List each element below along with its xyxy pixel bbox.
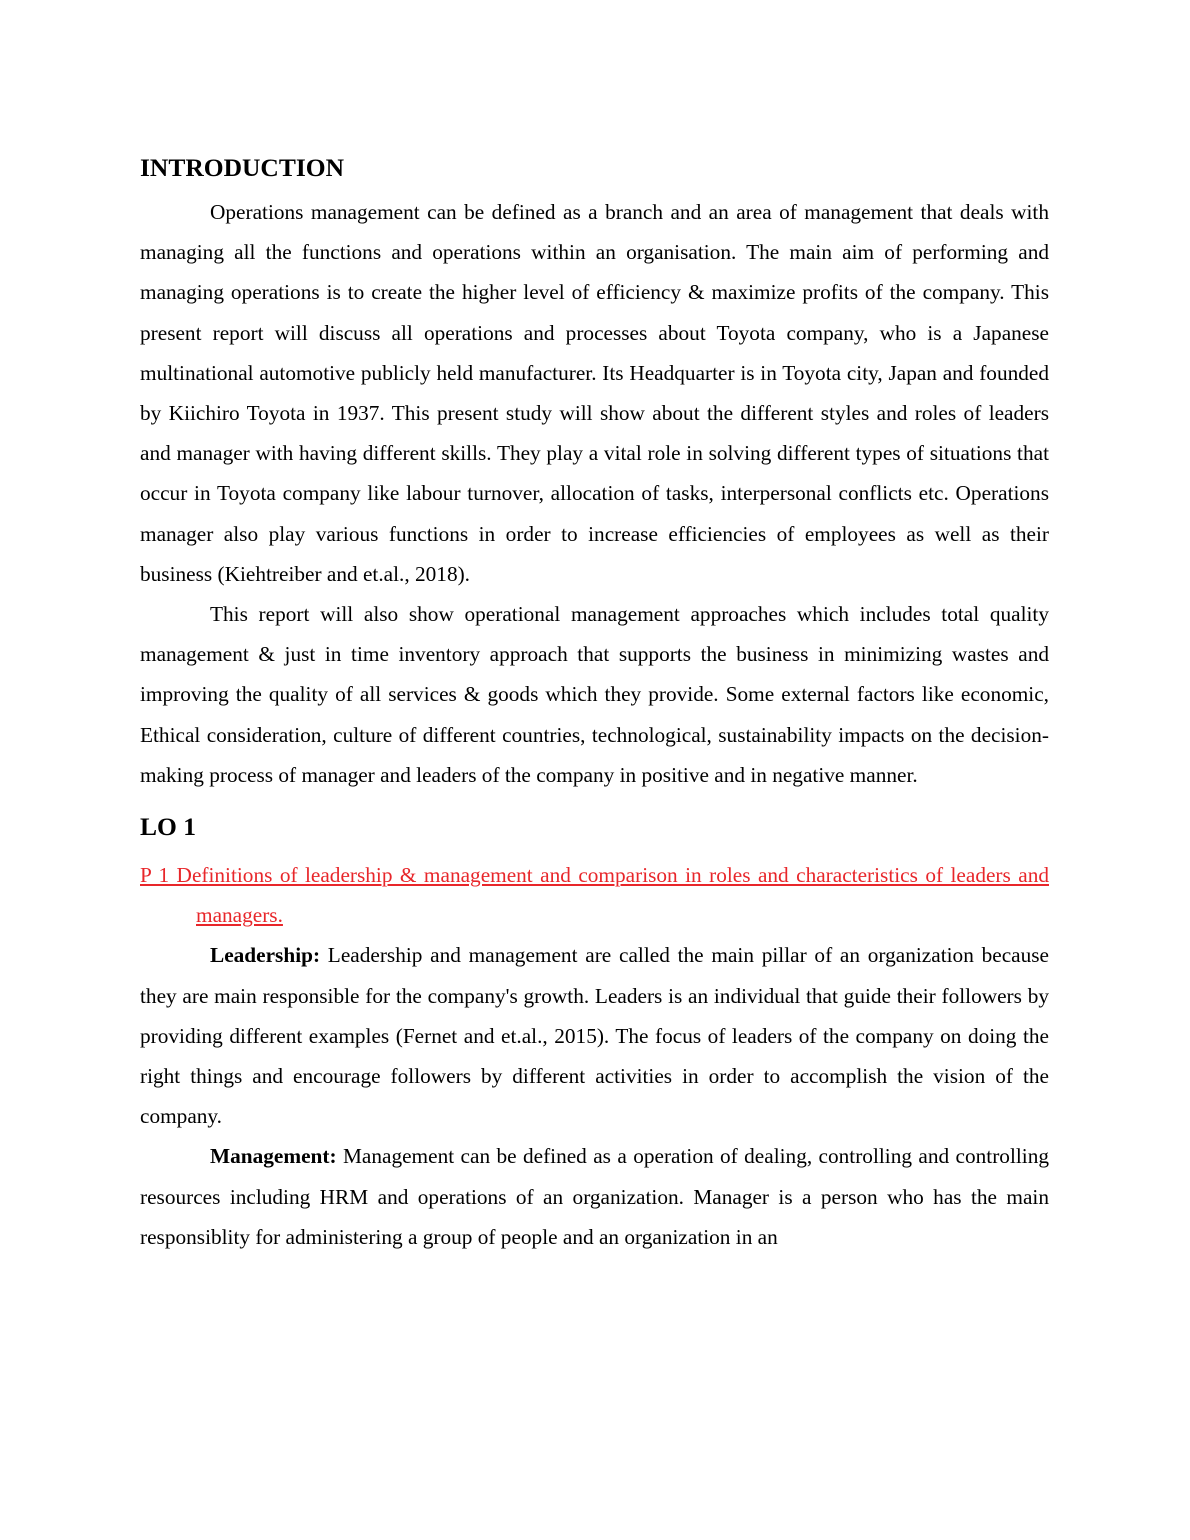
leadership-text: Leadership and management are called the main pillar of an organization because they are main responsible for the company's growth. Leaders is an individual that guide their followers by providing different examples (Fernet and et.al., 2015). The focus of leaders of the company on doing the right things and encourage followers by different activities in order to accomplish the vision of the company. <box>140 943 1049 1129</box>
leadership-label: Leadership: <box>210 943 321 968</box>
lo1-heading: LO 1 <box>140 812 196 842</box>
leadership-paragraph <box>140 935 1049 1136</box>
document-page <box>140 150 1049 1257</box>
management-label: Management: <box>210 1144 337 1169</box>
introduction-paragraph-2: This report will also show operational management approaches which includes total quality management & just in time inventory approach that supports the business in minimizing wastes and improving the quality of all services & goods which they provide. Some external factors like economic, Ethical consideration, culture of different countries, technological, sustainability impacts on the decision-making process of manager and leaders of the company in positive and in negative manner. <box>140 602 1049 787</box>
introduction-paragraph-1: Operations management can be defined as a branch and an area of management that deals with managing all the functions and operations within an organisation. The main aim of performing and managing operations is to create the higher level of efficiency & maximize profits of the company. This present report will discuss all operations and processes about Toyota company, who is a Japanese multinational automotive publicly held manufacturer. Its Headquarter is in Toyota city, Japan and founded by Kiichiro Toyota in 1937. This present study will show about the different styles and roles of leaders and manager with having different skills. They play a vital role in solving different types of situations that occur in Toyota company like labour turnover, allocation of tasks, interpersonal conflicts etc. Operations manager also play various functions in order to increase efficiencies of employees as well as their business (Kiehtreiber and et.al., 2018). <box>140 200 1049 586</box>
p1-subheading: P 1 Definitions of leadership & management and comparison in roles and characteristics of leaders and managers. <box>140 863 1049 928</box>
management-text: Management can be defined as a operation of dealing, controlling and controlling resources including HRM and operations of an organization. Manager is a person who has the main responsiblity for administering a group of people and an organization in an <box>140 1144 1049 1249</box>
introduction-heading: INTRODUCTION <box>140 153 345 182</box>
management-paragraph <box>140 1136 1049 1257</box>
